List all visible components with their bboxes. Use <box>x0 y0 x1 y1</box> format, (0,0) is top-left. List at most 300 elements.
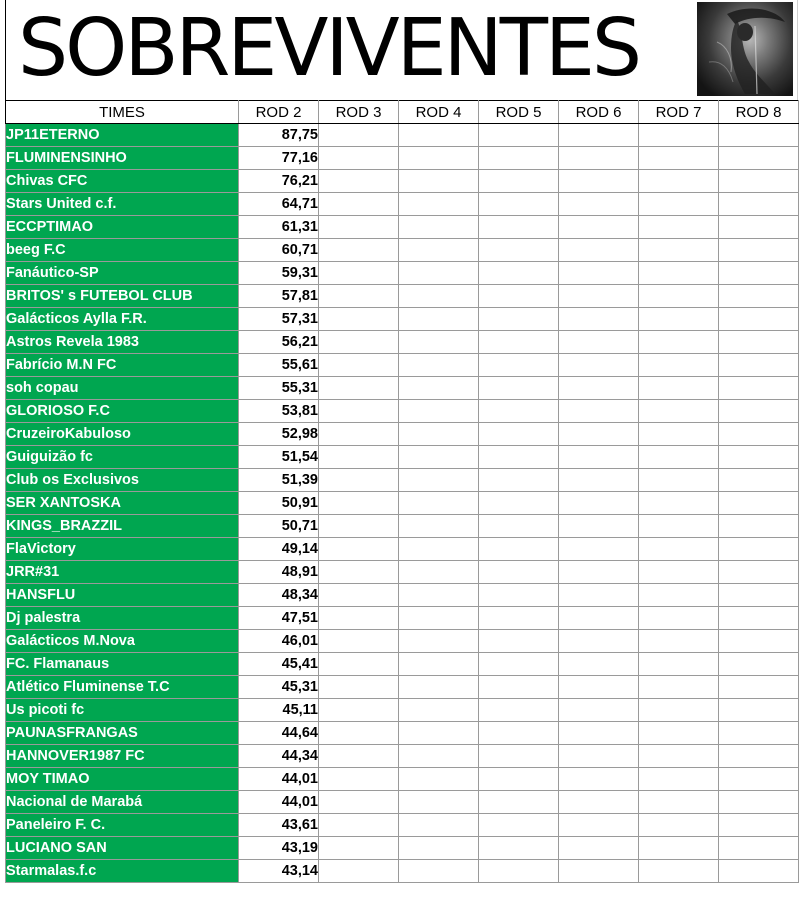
rod4-score-cell[interactable] <box>399 630 479 653</box>
rod8-score-cell[interactable] <box>719 147 799 170</box>
team-name-cell[interactable]: ECCPTIMAO <box>6 216 239 239</box>
team-name-cell[interactable]: FC. Flamanaus <box>6 653 239 676</box>
table-row <box>6 354 799 377</box>
rod3-score-cell[interactable] <box>319 722 399 745</box>
team-name-cell[interactable]: SER XANTOSKA <box>6 492 239 515</box>
rod7-score-cell[interactable] <box>639 308 719 331</box>
rod4-score-cell[interactable] <box>399 768 479 791</box>
rod4-score-cell[interactable] <box>399 745 479 768</box>
page-title: SOBREVIVENTES <box>18 2 640 94</box>
table-row <box>6 722 799 745</box>
rod2-score-cell[interactable]: 51,54 <box>239 446 319 469</box>
rod7-score-cell[interactable] <box>639 147 719 170</box>
table-row <box>6 285 799 308</box>
team-name-cell[interactable]: soh copau <box>6 377 239 400</box>
header-row <box>6 101 799 124</box>
rod6-score-cell[interactable] <box>559 699 639 722</box>
column-header-rod7[interactable]: ROD 7 <box>639 101 719 124</box>
rod2-score-cell[interactable]: 44,01 <box>239 768 319 791</box>
rod8-score-cell[interactable] <box>719 400 799 423</box>
rod2-score-cell[interactable]: 76,21 <box>239 170 319 193</box>
table-row <box>6 768 799 791</box>
rod6-score-cell[interactable] <box>559 469 639 492</box>
rod5-score-cell[interactable] <box>479 400 559 423</box>
rod5-score-cell[interactable] <box>479 699 559 722</box>
rod8-score-cell[interactable] <box>719 331 799 354</box>
rod8-score-cell[interactable] <box>719 538 799 561</box>
rod6-score-cell[interactable] <box>559 515 639 538</box>
rod4-score-cell[interactable] <box>399 216 479 239</box>
rod7-score-cell[interactable] <box>639 124 719 147</box>
table-row <box>6 561 799 584</box>
rod7-score-cell[interactable] <box>639 768 719 791</box>
rod6-score-cell[interactable] <box>559 216 639 239</box>
rod8-score-cell[interactable] <box>719 193 799 216</box>
table-row <box>6 630 799 653</box>
rod4-score-cell[interactable] <box>399 193 479 216</box>
rod7-score-cell[interactable] <box>639 400 719 423</box>
rod4-score-cell[interactable] <box>399 170 479 193</box>
rod7-score-cell[interactable] <box>639 607 719 630</box>
team-name-cell[interactable]: HANSFLU <box>6 584 239 607</box>
rod6-score-cell[interactable] <box>559 262 639 285</box>
team-name-cell[interactable]: CruzeiroKabuloso <box>6 423 239 446</box>
rod8-score-cell[interactable] <box>719 423 799 446</box>
rod4-score-cell[interactable] <box>399 607 479 630</box>
rod7-score-cell[interactable] <box>639 699 719 722</box>
rod5-score-cell[interactable] <box>479 193 559 216</box>
rod5-score-cell[interactable] <box>479 262 559 285</box>
rod4-score-cell[interactable] <box>399 722 479 745</box>
rod3-score-cell[interactable] <box>319 630 399 653</box>
rod3-score-cell[interactable] <box>319 745 399 768</box>
rod8-score-cell[interactable] <box>719 584 799 607</box>
team-name-cell[interactable]: Paneleiro F. C. <box>6 814 239 837</box>
rod3-score-cell[interactable] <box>319 584 399 607</box>
rod7-score-cell[interactable] <box>639 492 719 515</box>
rod8-score-cell[interactable] <box>719 469 799 492</box>
rod6-score-cell[interactable] <box>559 745 639 768</box>
rod7-score-cell[interactable] <box>639 262 719 285</box>
rod3-score-cell[interactable] <box>319 538 399 561</box>
rod6-score-cell[interactable] <box>559 354 639 377</box>
rod8-score-cell[interactable] <box>719 837 799 860</box>
rod2-score-cell[interactable]: 52,98 <box>239 423 319 446</box>
rod4-score-cell[interactable] <box>399 561 479 584</box>
rod8-score-cell[interactable] <box>719 745 799 768</box>
team-name-cell[interactable]: Fabrício M.N FC <box>6 354 239 377</box>
rod7-score-cell[interactable] <box>639 538 719 561</box>
team-name-cell[interactable]: Nacional de Marabá <box>6 791 239 814</box>
rod7-score-cell[interactable] <box>639 423 719 446</box>
rod3-score-cell[interactable] <box>319 377 399 400</box>
rod2-score-cell[interactable]: 49,14 <box>239 538 319 561</box>
rod2-score-cell[interactable]: 50,91 <box>239 492 319 515</box>
rod4-score-cell[interactable] <box>399 331 479 354</box>
rod8-score-cell[interactable] <box>719 814 799 837</box>
rod2-score-cell[interactable]: 50,71 <box>239 515 319 538</box>
table-row <box>6 837 799 860</box>
rod8-score-cell[interactable] <box>719 561 799 584</box>
rod3-score-cell[interactable] <box>319 768 399 791</box>
rod8-score-cell[interactable] <box>719 308 799 331</box>
rod4-score-cell[interactable] <box>399 699 479 722</box>
rod2-score-cell[interactable]: 43,61 <box>239 814 319 837</box>
rod3-score-cell[interactable] <box>319 814 399 837</box>
team-name-cell[interactable]: beeg F.C <box>6 239 239 262</box>
team-name-cell[interactable]: Galácticos M.Nova <box>6 630 239 653</box>
table-row <box>6 515 799 538</box>
column-header-rod3[interactable]: ROD 3 <box>319 101 399 124</box>
rod4-score-cell[interactable] <box>399 515 479 538</box>
rod5-score-cell[interactable] <box>479 584 559 607</box>
rod3-score-cell[interactable] <box>319 170 399 193</box>
team-name-cell[interactable]: Starmalas.f.c <box>6 860 239 883</box>
rod3-score-cell[interactable] <box>319 193 399 216</box>
table-row <box>6 170 799 193</box>
rod2-score-cell[interactable]: 64,71 <box>239 193 319 216</box>
rod2-score-cell[interactable]: 57,81 <box>239 285 319 308</box>
rod4-score-cell[interactable] <box>399 147 479 170</box>
rod7-score-cell[interactable] <box>639 630 719 653</box>
rod2-score-cell[interactable]: 51,39 <box>239 469 319 492</box>
rod3-score-cell[interactable] <box>319 423 399 446</box>
standings-table <box>5 100 799 883</box>
rod3-score-cell[interactable] <box>319 676 399 699</box>
rod8-score-cell[interactable] <box>719 699 799 722</box>
rod6-score-cell[interactable] <box>559 285 639 308</box>
table-row <box>6 147 799 170</box>
team-name-cell[interactable]: FlaVictory <box>6 538 239 561</box>
rod6-score-cell[interactable] <box>559 331 639 354</box>
grim-reaper-icon <box>697 2 793 96</box>
column-header-rod8[interactable]: ROD 8 <box>719 101 799 124</box>
rod3-score-cell[interactable] <box>319 607 399 630</box>
rod2-score-cell[interactable]: 44,01 <box>239 791 319 814</box>
rod6-score-cell[interactable] <box>559 423 639 446</box>
rod5-score-cell[interactable] <box>479 285 559 308</box>
rod4-score-cell[interactable] <box>399 814 479 837</box>
rod2-score-cell[interactable]: 87,75 <box>239 124 319 147</box>
rod6-score-cell[interactable] <box>559 722 639 745</box>
rod6-score-cell[interactable] <box>559 768 639 791</box>
rod2-score-cell[interactable]: 43,14 <box>239 860 319 883</box>
table-row <box>6 538 799 561</box>
rod7-score-cell[interactable] <box>639 354 719 377</box>
column-header-rod6[interactable]: ROD 6 <box>559 101 639 124</box>
rod4-score-cell[interactable] <box>399 423 479 446</box>
rod2-score-cell[interactable]: 45,41 <box>239 653 319 676</box>
rod7-score-cell[interactable] <box>639 377 719 400</box>
rod7-score-cell[interactable] <box>639 676 719 699</box>
rod6-score-cell[interactable] <box>559 561 639 584</box>
rod5-score-cell[interactable] <box>479 147 559 170</box>
rod5-score-cell[interactable] <box>479 446 559 469</box>
rod2-score-cell[interactable]: 55,31 <box>239 377 319 400</box>
rod4-score-cell[interactable] <box>399 354 479 377</box>
team-name-cell[interactable]: Fanáutico-SP <box>6 262 239 285</box>
rod8-score-cell[interactable] <box>719 515 799 538</box>
table-row <box>6 791 799 814</box>
rod6-score-cell[interactable] <box>559 193 639 216</box>
rod7-score-cell[interactable] <box>639 860 719 883</box>
rod8-score-cell[interactable] <box>719 653 799 676</box>
rod8-score-cell[interactable] <box>719 768 799 791</box>
table-row <box>6 216 799 239</box>
rod5-score-cell[interactable] <box>479 308 559 331</box>
rod2-score-cell[interactable]: 55,61 <box>239 354 319 377</box>
rod3-score-cell[interactable] <box>319 446 399 469</box>
team-name-cell[interactable]: LUCIANO SAN <box>6 837 239 860</box>
rod4-score-cell[interactable] <box>399 446 479 469</box>
rod6-score-cell[interactable] <box>559 653 639 676</box>
rod3-score-cell[interactable] <box>319 653 399 676</box>
rod2-score-cell[interactable]: 56,21 <box>239 331 319 354</box>
rod4-score-cell[interactable] <box>399 860 479 883</box>
rod3-score-cell[interactable] <box>319 860 399 883</box>
rod2-score-cell[interactable]: 44,64 <box>239 722 319 745</box>
rod5-score-cell[interactable] <box>479 791 559 814</box>
rod5-score-cell[interactable] <box>479 630 559 653</box>
rod8-score-cell[interactable] <box>719 216 799 239</box>
team-name-cell[interactable]: Dj palestra <box>6 607 239 630</box>
rod2-score-cell[interactable]: 60,71 <box>239 239 319 262</box>
rod5-score-cell[interactable] <box>479 239 559 262</box>
rod8-score-cell[interactable] <box>719 239 799 262</box>
rod3-score-cell[interactable] <box>319 262 399 285</box>
rod5-score-cell[interactable] <box>479 676 559 699</box>
rod5-score-cell[interactable] <box>479 469 559 492</box>
rod8-score-cell[interactable] <box>719 354 799 377</box>
rod4-score-cell[interactable] <box>399 285 479 308</box>
rod4-score-cell[interactable] <box>399 239 479 262</box>
rod2-score-cell[interactable]: 45,31 <box>239 676 319 699</box>
table-row <box>6 331 799 354</box>
column-header-rod4[interactable]: ROD 4 <box>399 101 479 124</box>
rod3-score-cell[interactable] <box>319 561 399 584</box>
rod8-score-cell[interactable] <box>719 262 799 285</box>
team-name-cell[interactable]: BRITOS' s FUTEBOL CLUB <box>6 285 239 308</box>
rod2-score-cell[interactable]: 44,34 <box>239 745 319 768</box>
team-name-cell[interactable]: MOY TIMAO <box>6 768 239 791</box>
rod6-score-cell[interactable] <box>559 239 639 262</box>
team-name-cell[interactable]: GLORIOSO F.C <box>6 400 239 423</box>
rod2-score-cell[interactable]: 47,51 <box>239 607 319 630</box>
rod7-score-cell[interactable] <box>639 814 719 837</box>
rod3-score-cell[interactable] <box>319 699 399 722</box>
team-name-cell[interactable]: Chivas CFC <box>6 170 239 193</box>
rod3-score-cell[interactable] <box>319 331 399 354</box>
rod6-score-cell[interactable] <box>559 607 639 630</box>
table-row <box>6 308 799 331</box>
rod3-score-cell[interactable] <box>319 239 399 262</box>
grim-reaper-image <box>697 2 793 96</box>
rod4-score-cell[interactable] <box>399 653 479 676</box>
rod2-score-cell[interactable]: 53,81 <box>239 400 319 423</box>
table-row <box>6 814 799 837</box>
rod3-score-cell[interactable] <box>319 400 399 423</box>
rod7-score-cell[interactable] <box>639 170 719 193</box>
team-name-cell[interactable]: Club os Exclusivos <box>6 469 239 492</box>
team-name-cell[interactable]: JP11ETERNO <box>6 124 239 147</box>
rod8-score-cell[interactable] <box>719 607 799 630</box>
rod8-score-cell[interactable] <box>719 285 799 308</box>
rod6-score-cell[interactable] <box>559 308 639 331</box>
rod7-score-cell[interactable] <box>639 745 719 768</box>
column-header-times[interactable]: TIMES <box>6 101 239 124</box>
rod5-score-cell[interactable] <box>479 492 559 515</box>
rod5-score-cell[interactable] <box>479 837 559 860</box>
rod7-score-cell[interactable] <box>639 837 719 860</box>
rod4-score-cell[interactable] <box>399 584 479 607</box>
rod3-score-cell[interactable] <box>319 308 399 331</box>
rod2-score-cell[interactable]: 61,31 <box>239 216 319 239</box>
table-row <box>6 400 799 423</box>
rod8-score-cell[interactable] <box>719 124 799 147</box>
team-name-cell[interactable]: Galácticos Aylla F.R. <box>6 308 239 331</box>
rod7-score-cell[interactable] <box>639 285 719 308</box>
rod3-score-cell[interactable] <box>319 354 399 377</box>
rod4-score-cell[interactable] <box>399 538 479 561</box>
team-name-cell[interactable]: Us picoti fc <box>6 699 239 722</box>
team-name-cell[interactable]: Guiguizão fc <box>6 446 239 469</box>
rod5-score-cell[interactable] <box>479 423 559 446</box>
rod7-score-cell[interactable] <box>639 331 719 354</box>
rod3-score-cell[interactable] <box>319 147 399 170</box>
team-name-cell[interactable]: Astros Revela 1983 <box>6 331 239 354</box>
rod4-score-cell[interactable] <box>399 124 479 147</box>
table-row <box>6 446 799 469</box>
rod5-score-cell[interactable] <box>479 814 559 837</box>
rod8-score-cell[interactable] <box>719 676 799 699</box>
rod3-score-cell[interactable] <box>319 791 399 814</box>
team-name-cell[interactable]: JRR#31 <box>6 561 239 584</box>
rod7-score-cell[interactable] <box>639 561 719 584</box>
column-header-rod2[interactable]: ROD 2 <box>239 101 319 124</box>
rod5-score-cell[interactable] <box>479 170 559 193</box>
rod5-score-cell[interactable] <box>479 377 559 400</box>
rod2-score-cell[interactable]: 59,31 <box>239 262 319 285</box>
table-row <box>6 745 799 768</box>
team-name-cell[interactable]: KINGS_BRAZZIL <box>6 515 239 538</box>
rod5-score-cell[interactable] <box>479 768 559 791</box>
rod3-score-cell[interactable] <box>319 837 399 860</box>
table-row <box>6 124 799 147</box>
rod6-score-cell[interactable] <box>559 377 639 400</box>
rod7-score-cell[interactable] <box>639 584 719 607</box>
rod7-score-cell[interactable] <box>639 193 719 216</box>
rod6-score-cell[interactable] <box>559 676 639 699</box>
rod5-score-cell[interactable] <box>479 124 559 147</box>
rod2-score-cell[interactable]: 77,16 <box>239 147 319 170</box>
rod6-score-cell[interactable] <box>559 860 639 883</box>
rod2-score-cell[interactable]: 48,34 <box>239 584 319 607</box>
rod4-score-cell[interactable] <box>399 469 479 492</box>
rod5-score-cell[interactable] <box>479 354 559 377</box>
rod5-score-cell[interactable] <box>479 216 559 239</box>
rod5-score-cell[interactable] <box>479 607 559 630</box>
rod6-score-cell[interactable] <box>559 147 639 170</box>
rod8-score-cell[interactable] <box>719 860 799 883</box>
rod8-score-cell[interactable] <box>719 630 799 653</box>
rod4-score-cell[interactable] <box>399 400 479 423</box>
rod7-score-cell[interactable] <box>639 239 719 262</box>
rod4-score-cell[interactable] <box>399 377 479 400</box>
rod7-score-cell[interactable] <box>639 515 719 538</box>
column-header-rod5[interactable]: ROD 5 <box>479 101 559 124</box>
rod6-score-cell[interactable] <box>559 170 639 193</box>
rod6-score-cell[interactable] <box>559 814 639 837</box>
rod6-score-cell[interactable] <box>559 791 639 814</box>
rod8-score-cell[interactable] <box>719 791 799 814</box>
rod6-score-cell[interactable] <box>559 630 639 653</box>
team-name-cell[interactable]: Stars United c.f. <box>6 193 239 216</box>
rod3-score-cell[interactable] <box>319 469 399 492</box>
rod3-score-cell[interactable] <box>319 216 399 239</box>
rod6-score-cell[interactable] <box>559 837 639 860</box>
team-name-cell[interactable]: PAUNASFRANGAS <box>6 722 239 745</box>
rod3-score-cell[interactable] <box>319 492 399 515</box>
rod3-score-cell[interactable] <box>319 124 399 147</box>
rod6-score-cell[interactable] <box>559 538 639 561</box>
rod2-score-cell[interactable]: 48,91 <box>239 561 319 584</box>
table-row <box>6 239 799 262</box>
rod7-score-cell[interactable] <box>639 469 719 492</box>
rod5-score-cell[interactable] <box>479 331 559 354</box>
rod5-score-cell[interactable] <box>479 561 559 584</box>
rod8-score-cell[interactable] <box>719 170 799 193</box>
rod8-score-cell[interactable] <box>719 446 799 469</box>
rod6-score-cell[interactable] <box>559 446 639 469</box>
rod7-score-cell[interactable] <box>639 653 719 676</box>
rod4-score-cell[interactable] <box>399 492 479 515</box>
rod4-score-cell[interactable] <box>399 308 479 331</box>
rod5-score-cell[interactable] <box>479 745 559 768</box>
rod8-score-cell[interactable] <box>719 377 799 400</box>
rod7-score-cell[interactable] <box>639 791 719 814</box>
team-name-cell[interactable]: FLUMINENSINHO <box>6 147 239 170</box>
rod2-score-cell[interactable]: 57,31 <box>239 308 319 331</box>
team-name-cell[interactable]: Atlético Fluminense T.C <box>6 676 239 699</box>
rod2-score-cell[interactable]: 43,19 <box>239 837 319 860</box>
rod6-score-cell[interactable] <box>559 492 639 515</box>
rod4-score-cell[interactable] <box>399 837 479 860</box>
table-row <box>6 423 799 446</box>
rod6-score-cell[interactable] <box>559 124 639 147</box>
rod5-score-cell[interactable] <box>479 515 559 538</box>
rod5-score-cell[interactable] <box>479 538 559 561</box>
rod6-score-cell[interactable] <box>559 584 639 607</box>
rod2-score-cell[interactable]: 46,01 <box>239 630 319 653</box>
table-row <box>6 653 799 676</box>
rod7-score-cell[interactable] <box>639 216 719 239</box>
rod8-score-cell[interactable] <box>719 722 799 745</box>
rod3-score-cell[interactable] <box>319 515 399 538</box>
rod4-score-cell[interactable] <box>399 791 479 814</box>
rod4-score-cell[interactable] <box>399 676 479 699</box>
rod2-score-cell[interactable]: 45,11 <box>239 699 319 722</box>
rod5-score-cell[interactable] <box>479 860 559 883</box>
rod6-score-cell[interactable] <box>559 400 639 423</box>
rod8-score-cell[interactable] <box>719 492 799 515</box>
rod5-score-cell[interactable] <box>479 653 559 676</box>
rod7-score-cell[interactable] <box>639 722 719 745</box>
rod4-score-cell[interactable] <box>399 262 479 285</box>
team-name-cell[interactable]: HANNOVER1987 FC <box>6 745 239 768</box>
rod3-score-cell[interactable] <box>319 285 399 308</box>
rod5-score-cell[interactable] <box>479 722 559 745</box>
rod7-score-cell[interactable] <box>639 446 719 469</box>
